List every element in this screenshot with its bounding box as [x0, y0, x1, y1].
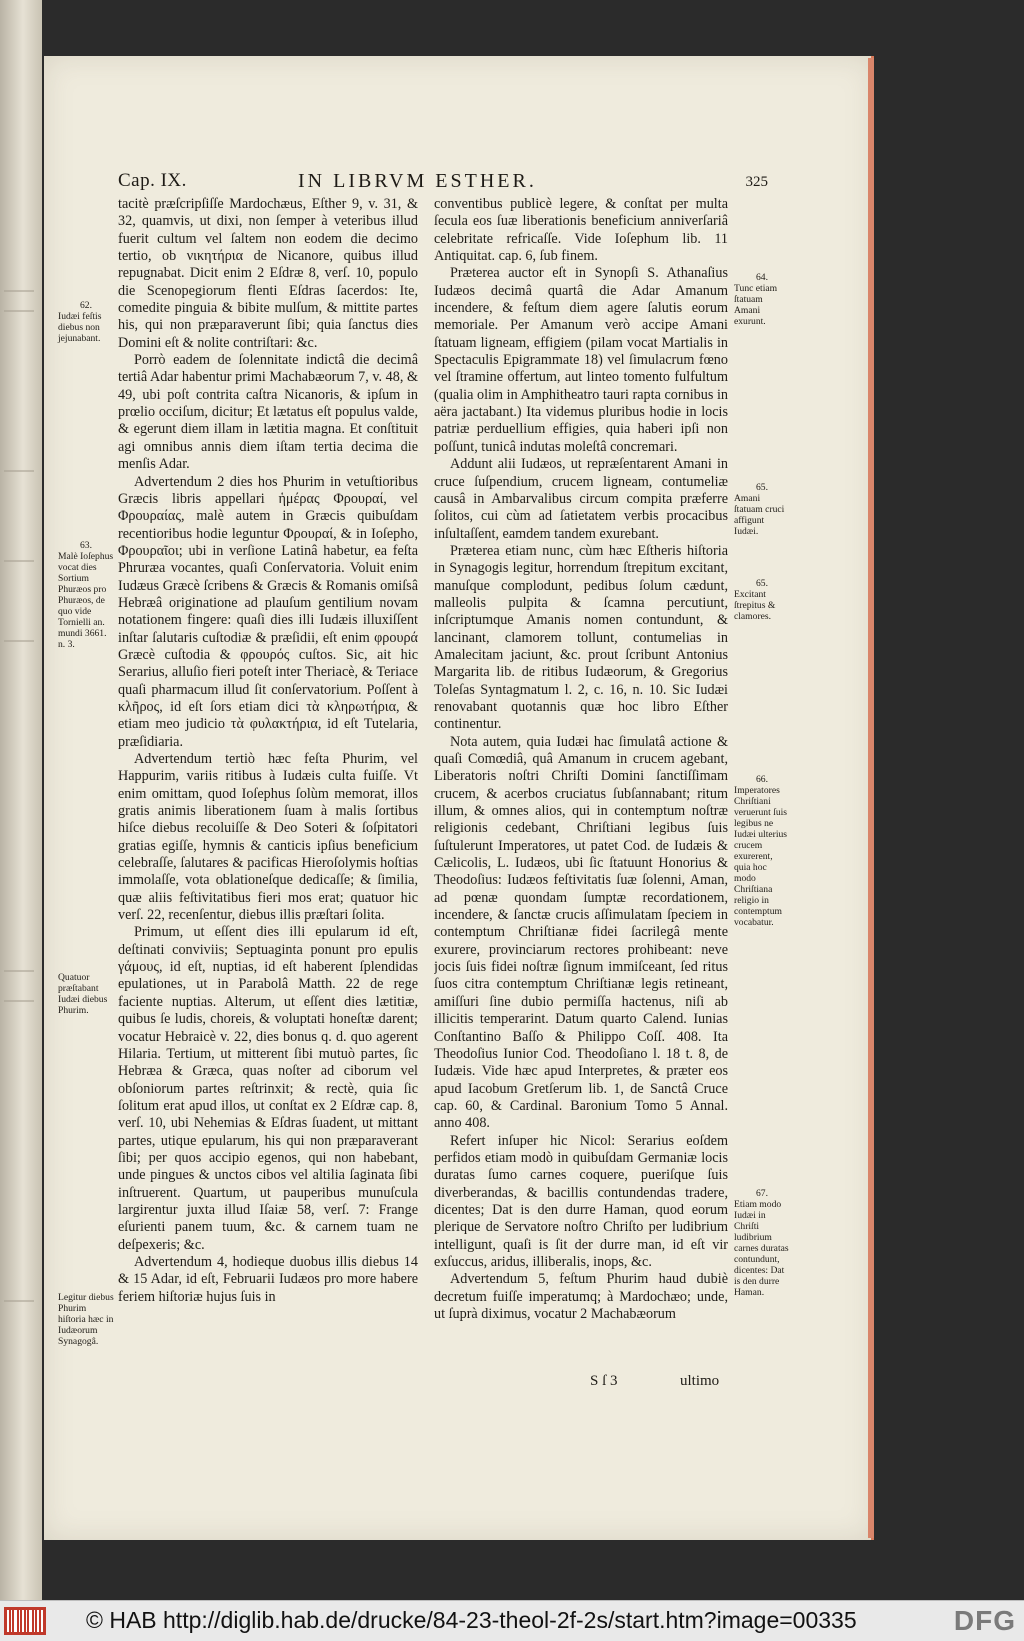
- margin-note: [58, 300, 114, 344]
- margin-note-text: Excitant ſtrepitus & clamores.: [734, 589, 776, 622]
- paragraph: Addunt alii Iudæos, ut repræſentarent Amani in cruce ſuſpendium, crucem ligneam, contumeliæ causâ in Ambarvalibus circum compita præferre ſolitos, cui cùm ad ſatietatem verbis procacibus inſultaſſent, eamdem tandem exurebant.: [434, 456, 728, 542]
- margin-note-text: Imperatores Chriſtiani veruerunt ſuis legibus ne Iudæi ulterius crucem exurerent, quia hoc modo Chriſtiana religio in contemptum vocabatur.: [734, 785, 788, 928]
- margin-note-text: Malè Ioſephus vocat dies Sortium Phuræos pro Phuræos, de quo vide Tornielli an. mundi 3661. n. 3.: [58, 551, 114, 650]
- margin-note-number: 65.: [756, 482, 768, 493]
- margin-note-number: 64.: [756, 272, 768, 283]
- paragraph: Refert inſuper hic Nicol: Serarius eoſdem perfidos etiam modò in quibuſdam Germaniæ locis duratas ſumo carnes coquere, pueriſque ſuis diverberandas, & bacillis contundendas tradere, dicentes; Dat is den durre Haman, quod eorum plerique de Servatore noſtro Chriſto per ludibrium intelligunt, quaſi is ſit der durre man, id eſt vir exſuccus, aridus, illiberalis, inops, &c.: [434, 1132, 728, 1270]
- paragraph: Advertendum tertiò hæc feſta Phurim, vel Happurim, variis ritibus à Iudæis culta fuiſſe. Vt enim omittam, quod Ioſephus ſolùm memorat, illos gratis animis liberationem ſuam à malis ſortibus hiſce diebus recoluiſſe & Deo Soteri & ſoſpitatori gratias egiſſe, hymnis & canticis ipſius beneficium celebraſſe, ſalutares & pacificas Hieroſolymis hoſtias immolaſſe, vota oblationeſque dedicaſſe; & ſimilia, quæ aliis feſtivitatibus fieri mos erat; quatuor hic verſ. 22, recenſentur, diebus illis præſtari ſolita.: [118, 751, 418, 924]
- margin-note: [734, 272, 790, 327]
- margin-note-text: Tunc etiam ſtatuam Amani exurunt.: [734, 283, 778, 327]
- catchword: ultimo: [680, 1373, 720, 1389]
- margin-note-text: Iudæi feſtis diebus non jejunabant.: [58, 311, 102, 344]
- copyright-link[interactable]: © HAB http://diglib.hab.de/drucke/84-23-theol-2f-2s/start.htm?image=00335: [86, 1607, 857, 1633]
- right-text-column: [434, 196, 728, 1378]
- viewer-footer-bar: [0, 1600, 1024, 1641]
- margin-note-number: 65.: [756, 578, 768, 589]
- margin-note: [734, 578, 790, 622]
- chapter-label: Cap. IX.: [118, 170, 187, 191]
- paragraph: Primum, ut eſſent dies illi epularum id eſt, deſtinati conviviis; Septuaginta ponunt pro epulis γάμους, id eſt, nuptias, id eſt haberent ſplendidas epulationes, ut in Parabolâ Matth. 22 de rege faciente nuptias. Alterum, ut eſſent dies lætitiæ, quibus ſe ludis, choreis, & voluptati honeſtæ darent; vocatur Hebraicè v. 22, dies bonus q. d. quo agerent Hilaria. Tertium, ut mitterent ſibi mutuò partes, ſic Hebræa & Græca, quas noſter ad ciborum vel obſoniorum partes reſtrinxit; & rectè, quia ſic ſolitum erat apud illos, ut conſtat ex 2 Eſdræ cap. 8, verſ. 10, ubi Nehemias & Eſdras ſuadent, ut mittant partes, utique epularum, his qui non præparaverant ſibi; per quos accipio egenos, qui non habebant, unde pingues & unctos cibos vel altilia ſaginata ſibi inſtruerent. Quartum, ut pauperibus munuſcula largirentur juxta illud Iſaiæ 58, verſ. 7: Frange eſurienti panem tuum, &c. & carnem tuam ne deſpexeris; &c.: [118, 924, 418, 1253]
- paragraph: Porrò eadem de ſolennitate indictâ die decimâ tertiâ Adar habentur primi Machabæorum 7, v. 48, & 49, ubi poſt contrita caſtra Nicanoris, & ipſum in prœlio occiſum, dicitur; Et lætatus eſt populus valde, & egerunt diem illam in lætitia magna. Et conſtituit agi omnibus annis diem iſtam tertia decima die menſis Adar.: [118, 352, 418, 473]
- paragraph: Advertendum 5, feſtum Phurim haud dubiè decretum fuiſſe imperatumq; à Mardochæo; unde, ut ſuprà diximus, vocatur 2 Machabæorum: [434, 1271, 728, 1322]
- margin-note: [734, 482, 790, 537]
- signature-mark: S ſ 3: [590, 1373, 618, 1389]
- page-number: 325: [745, 174, 768, 190]
- paragraph: Præterea auctor eſt in Synopſi S. Athanaſius Iudæos decimâ quartâ die Adar Amanum incendere, & feſtum diem agere ſalutis eorum memoriale. Per Amanum verò accipe Amani ſtatuam ligneam, effigiem (pilam vocat Martialis in Spectaculis Epigrammate 18) vel ſimulacrum fœno vel ſtramine offertum, aut linteo tomento fulfultum (qualia olim in Amphitheatro tauri rapta cornibus in aëra jactabant.) Ita videmus pluribus hodie in locis patriæ perduellium effigies, quia haberi ipſi non poſſunt, tunicâ indutas moleſtâ concremari.: [434, 265, 728, 455]
- margin-note: [734, 1188, 790, 1298]
- margin-note: [58, 972, 114, 1016]
- margin-note: [58, 1292, 114, 1347]
- paragraph: Advertendum 2 dies hos Phurim in vetuſtioribus Græcis libris appellari ἡμέρας Φρουραί, vel Φρουραίας, malè autem in Græcis quibuſdam recentioribus hodie leguntur Φρουραί, & in Ioſepho, Φρουραῖοι; ubi in verſione Latinâ habetur, ea feſta Phruræa vocantes, quaſi Conſervatoria. Voluit enim Iudæus Græcè ſcribens & Græcis & Romanis omiſsâ Hebræâ originatione ad plauſum gentilium novam notationem fingere: quaſi dies illi Iudæis illuxiſſent inſtar ſalutaris cuſtodiæ & præſidii, eſt enim φρουρά Græcè cuſtodia & φρουρός cuſtos. Sic, ait hic Serarius, alluſio fieri poteſt inter Theriacè, & Teriace quaſi pharmacum illud ſit conſervatorium. Poſſent à κλῆρος, id eſt ſors etiam dici τὰ κληρωτήρια, & etiam meo judicio τὰ φυλακτήρια, id eſt Tutelaria, præſidiaria.: [118, 473, 418, 750]
- margin-note-number: 66.: [756, 774, 768, 785]
- paragraph: tacitè præſcripſiſſe Mardochæus, Eſther 9, v. 31, & 32, quamvis, ut dixi, non ſemper à veteribus illud fuerit cultum vel ſaltem non eodem die decimo tertio, ob νικητήρια de Nicanore, quibus illud repugnabat. Dicit enim 2 Eſdræ 8, verſ. 10, populo die Scenopegiorum flenti Eſdras ſacerdos: Ite, comedite pinguia & bibite mulſum, & mittite partes his, qui non præparaverunt ſibi; quia ſanctus dies Domini eſt & nolite contriſtari: &c.: [118, 196, 418, 351]
- margin-note-text: Legitur diebus Phurim hiſtoria hæc in Iudæorum Synagogâ.: [58, 1292, 114, 1347]
- paragraph: conventibus publicè legere, & conſtat per multa ſecula eos ſuæ liberationis beneficium anniverſariâ celebritate refricaſſe. Vide Ioſephum lib. 11 Antiquitat. cap. 6, ſub finem.: [434, 196, 728, 265]
- left-text-column: [118, 196, 418, 1378]
- paragraph: Præterea etiam nunc, cùm hæc Eſtheris hiſtoria in Synagogis legitur, horrendum ſtrepitum excitant, manuſque complodunt, pedibus ſolum cædunt, malleolis pulpita & ſcamna percutiunt, inſcriptumque Amanis nomen contundunt, & lancinant, clamorem tollunt, contumelias in Amalecitam jaciunt, &c. prout ſcribunt Antonius Margarita lib. de ritibus Iudæorum, & Gregorius Toleſas Syntagmatum l. 2, c. 16, n. 10. Sic Iudæi renovabant quotannis quæ hoc libro Eſther continentur.: [434, 542, 728, 733]
- margin-note: [58, 540, 114, 650]
- margin-note-number: 62.: [80, 300, 92, 311]
- margin-note-number: 67.: [756, 1188, 768, 1199]
- margin-note-text: Etiam modo Iudæi in Chriſti ludibrium carnes duratas contundunt, dicentes: Dat is den durre Haman.: [734, 1199, 789, 1298]
- margin-note-number: 63.: [80, 540, 92, 551]
- margin-note: [734, 774, 790, 928]
- barcode-icon: [4, 1607, 46, 1635]
- previous-page-edge: [0, 0, 42, 1600]
- margin-note-text: Amani ſtatuam cruci affigunt Iudæi.: [734, 493, 785, 537]
- running-header: [118, 170, 768, 196]
- dfg-logo: DFG: [953, 1605, 1016, 1636]
- margin-note-text: Quatuor præſtabant Iudæi diebus Phurim.: [58, 972, 108, 1016]
- page-red-edge: [868, 58, 874, 1538]
- book-title: IN LIBRVM ESTHER.: [298, 170, 537, 192]
- paragraph: Nota autem, quia Iudæi hac ſimulatâ actione & quaſi Comœdiâ, quâ Amanum in crucem agebant, Liberatoris noſtri Chriſti Domini ſanctiſſimam crucem, & acerbos cruciatus ſubſannabant; ritum illum, & omnes alios, qui in contemptum noſtræ religionis cedebant, Chriſtiani legibus ſuis ſuſtulerunt Imperatores, ut patet Cod. de Iudæis & Cælicolis, L. Iudæos, ubi ſic ſtatuunt Honorius & Theodoſius: Iudæos feſtivitatis ſuæ ſolenni, Aman, ad pœnæ quondam ſumptæ recordationem, incendere, & ſanctæ crucis aſſimulatam ſpeciem in contemptum Chriſtianæ fidei ſacrilegâ mente exurere, provinciarum rectores prohibeant: neve jocis ſuis fidei noſtræ ſignum immiſceant, ſed ritus ſuos citra contemptum Chriſtianæ legis retineant, amiſſuri ſine dubio permiſſa hactenus, niſi ab illicitis temperarint. Datum quarto Calend. Iunias Conſtantino Baſſo & Philippo Coſſ. 408. Ita Theodoſius Iunior Cod. Theodoſiano l. 18 t. 8, de Iudæis. Vide hæc apud Interpretes, & præter eos apud Iacobum Gretſerum lib. 1, de Sanctâ Cruce cap. 60, & Cardinal. Baronium Tomo 5 Annal. anno 408.: [434, 733, 728, 1132]
- paragraph: Advertendum 4, hodieque duobus illis diebus 14 & 15 Adar, id eſt, Februarii Iudæos pro more habere feriem hiſtoriæ hujus ſuis in: [118, 1253, 418, 1305]
